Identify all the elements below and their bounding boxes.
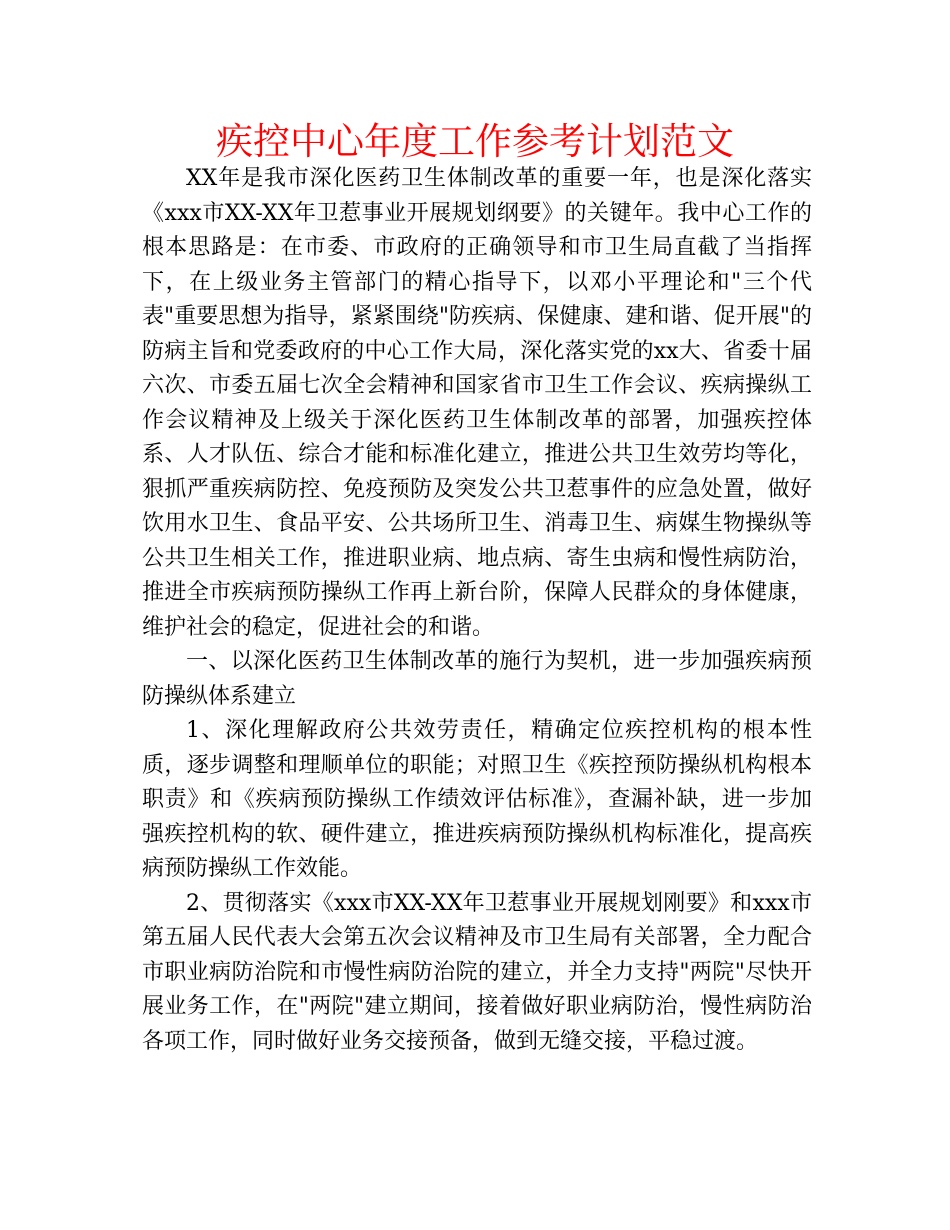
paragraph-item-1: 1、深化理解政府公共效劳责任，精确定位疾控机构的根本性质，逐步调整和理顺单位的职能；对照卫生《疾控预防操纵机构根本职责》和《疾病预防操纵工作绩效评估标准》，查漏补缺，进一步加强疾控机构的软、硬件建立，推进疾病预防操纵机构标准化，提高疾病预防操纵工作效能。 — [142, 718, 812, 881]
document-body — [142, 162, 812, 1059]
document-title: 疾控中心年度工作参考计划范文 — [216, 120, 734, 163]
paragraph-intro: XX年是我市深化医药卫生体制改革的重要一年，也是深化落实《xxx市XX-XX年卫惹事业开展规划纲要》的关键年。我中心工作的根本思路是：在市委、市政府的正确领导和市卫生局直截了当指挥下，在上级业务主管部门的精心指导下，以邓小平理论和"三个代表"重要思想为指导，紧紧围绕"防疾病、保健康、建和谐、促开展"的防病主旨和党委政府的中心工作大局，深化落实党的xx大、省委十届六次、市委五届七次全会精神和国家省市卫生工作会议、疾病操纵工作会议精神及上级关于深化医药卫生体制改革的部署，加强疾控体系、人才队伍、综合才能和标准化建立，推进公共卫生效劳均等化，狠抓严重疾病防控、免疫预防及突发公共卫惹事件的应急处置，做好饮用水卫生、食品平安、公共场所卫生、消毒卫生、病媒生物操纵等公共卫生相关工作，推进职业病、地点病、寄生虫病和慢性病防治，推进全市疾病预防操纵工作再上新台阶，保障人民群众的身体健康，维护社会的稳定，促进社会的和谐。 — [142, 166, 812, 640]
paragraph-item-2: 2、贯彻落实《xxx市XX-XX年卫惹事业开展规划刚要》和xxx市第五届人民代表大会第五次会议精神及市卫生局有关部署，全力配合市职业病防治院和市慢性病防治院的建立，并全力支持"两院"尽快开展业务工作，在"两院"建立期间，接着做好职业病防治，慢性病防治各项工作，同时做好业务交接预备，做到无缝交接，平稳过渡。 — [142, 890, 812, 1054]
paragraph-section-1-heading: 一、以深化医药卫生体制改革的施行为契机，进一步加强疾病预防操纵体系建立 — [142, 649, 812, 709]
